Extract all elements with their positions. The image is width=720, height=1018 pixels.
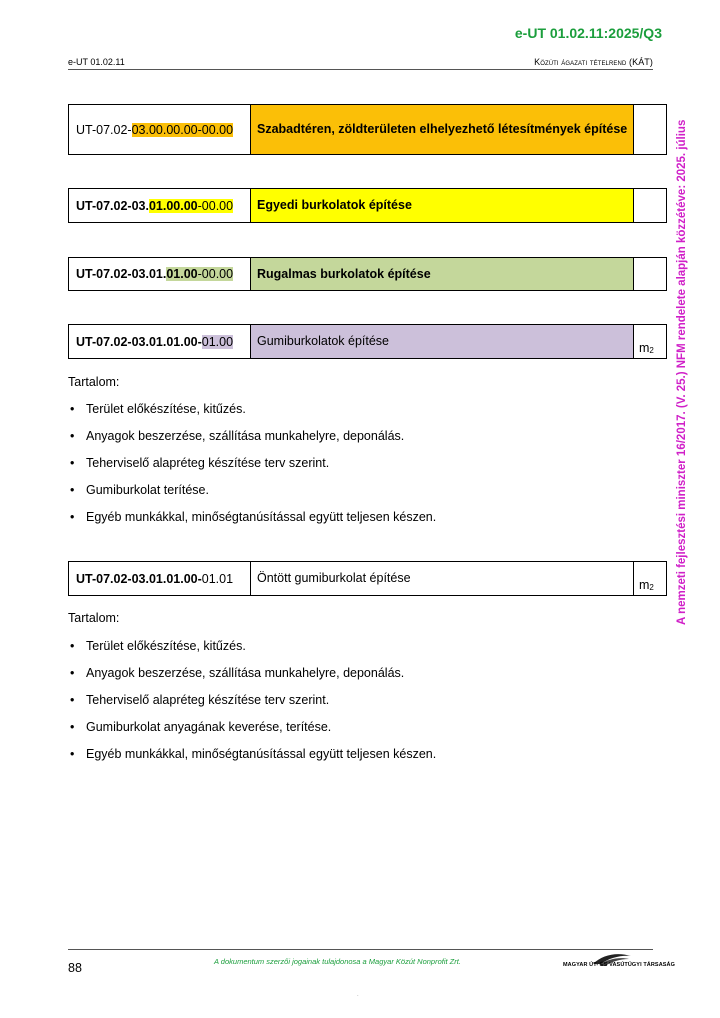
item-unit (634, 258, 666, 290)
code-highlight: 01.00 (201, 334, 234, 349)
code-highlight: 01.00.00 (148, 198, 198, 213)
item-code (69, 562, 251, 595)
item-unit (634, 105, 666, 154)
list-item: • Terület előkészítése, kitűzés. (70, 402, 246, 416)
list-item: • Gumiburkolat anyagának keverése, terítése. (70, 720, 332, 734)
doc-id-top: e-UT 01.02.11:2025/Q3 (514, 25, 662, 41)
item-code (69, 258, 251, 290)
list-item: • Teherviselő alapréteg készítése terv szerint. (70, 693, 330, 707)
item-title: Gumiburkolatok építése (251, 325, 634, 358)
item-unit (634, 189, 666, 222)
table-row (68, 104, 667, 155)
item-unit: m $_2$ (639, 341, 654, 355)
header-right: Közúti ágazati tételrend (KÁT) (534, 57, 653, 67)
item-unit: m $_2$ (639, 578, 654, 592)
code-highlight: 03.00.00.00 (131, 122, 198, 137)
content-label: Tartalom: (68, 375, 120, 389)
code-highlight: 01.00 (166, 267, 198, 281)
side-note: A nemzeti fejlesztési miniszter 16/2017. (V. 25.) NFM rendelete alapján közzétéve: 2025. július (676, 119, 688, 625)
table-row (68, 561, 667, 596)
code-suffix: -00.00 (197, 198, 234, 213)
item-title: Öntött gumiburkolat építése (251, 562, 634, 595)
list-item: • Gumiburkolat terítése. (70, 483, 209, 497)
item-title: Szabadtéren, zöldterületen elhelyezhető létesítmények építése (251, 105, 634, 154)
list-item: • Egyéb munkákkal, minőségtanúsítással együtt teljesen készen. (70, 510, 437, 524)
list-item: • Teherviselő alapréteg készítése terv szerint. (70, 456, 330, 470)
item-title: Egyedi burkolatok építése (251, 189, 634, 222)
header-rule (68, 69, 653, 70)
table-row (68, 324, 667, 359)
item-code (69, 105, 251, 154)
code-suffix: 01.01 (201, 571, 234, 586)
list-item: • Terület előkészítése, kitűzés. (70, 639, 246, 653)
logo-icon (563, 950, 658, 972)
code-prefix: UT-07.02-03.01. (76, 267, 167, 281)
list-item: • Anyagok beszerzése, szállítása munkahelyre, deponálás. (70, 666, 405, 680)
content-list (68, 402, 436, 537)
content-list (68, 639, 436, 774)
logo-text: MAGYAR ÚT- ÉS VASÚTÜGYI TÁRSASÁG (563, 962, 675, 968)
content-label: Tartalom: (68, 611, 120, 625)
code-prefix: UT-07.02-03.01.01.00- (76, 571, 202, 586)
table-row (68, 257, 667, 291)
code-prefix: UT-07.02-03. (76, 198, 149, 213)
code-suffix: -00.00 (197, 267, 234, 281)
item-code (69, 189, 251, 222)
table-row (68, 188, 667, 223)
copyright-note: A dokumentum szerzői jogainak tulajdonosa a Magyar Közút Nonprofit Zrt. (214, 957, 461, 966)
page-dot: . (357, 992, 359, 998)
header-left: e-UT 01.02.11 (68, 57, 125, 67)
code-suffix: -00.00 (197, 122, 234, 137)
list-item: • Anyagok beszerzése, szállítása munkahelyre, deponálás. (70, 429, 405, 443)
list-item: • Egyéb munkákkal, minőségtanúsítással együtt teljesen készen. (70, 747, 437, 761)
code-prefix: UT-07.02-03.01.01.00- (76, 334, 202, 349)
code-prefix: UT-07.02- (76, 122, 132, 137)
page-number: 88 (68, 961, 82, 975)
item-code (69, 325, 251, 358)
item-title: Rugalmas burkolatok építése (251, 258, 634, 290)
